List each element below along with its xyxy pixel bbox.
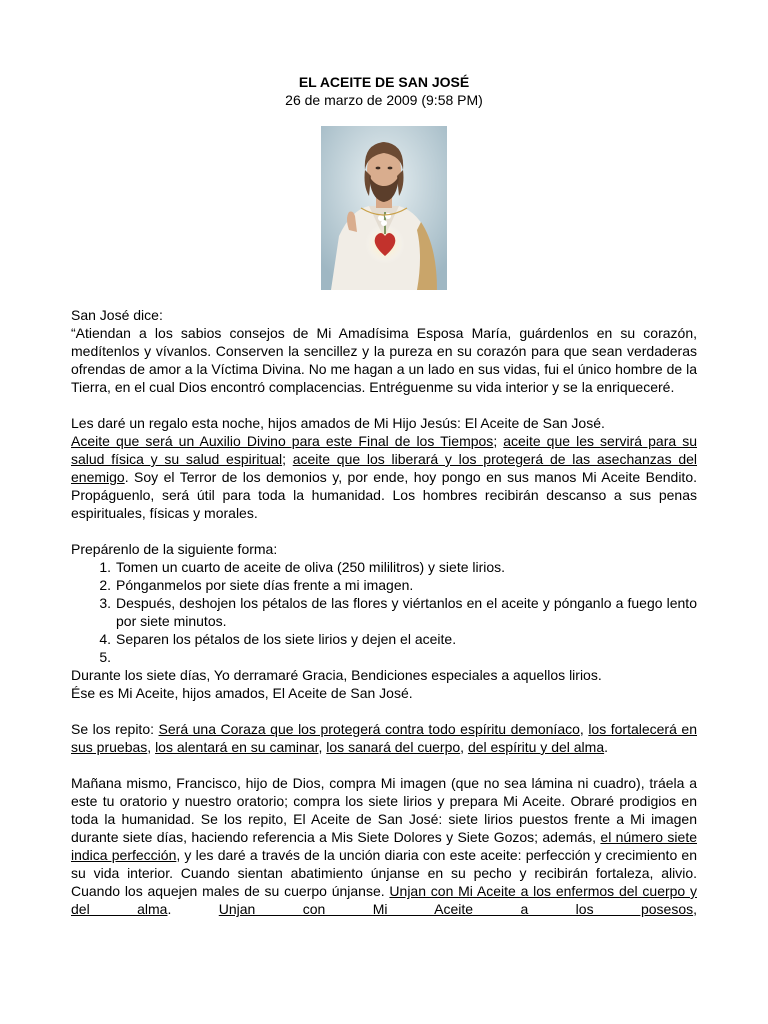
underlined-phrase: del espíritu y del alma [467, 739, 605, 755]
underlined-phrase: los sanará del cuerpo [326, 739, 461, 755]
document-date: 26 de marzo de 2009 (9:58 PM) [285, 92, 483, 108]
document-title: EL ACEITE DE SAN JOSÉ [298, 74, 470, 90]
preparation-after-2: Ése es Mi Aceite, hijos amados, El Aceite de San José. [71, 685, 413, 701]
preparation-after-1: Durante los siete días, Yo derramaré Gracia, Bendiciones especiales a aquellos lirios. [71, 667, 602, 683]
step-item: 2. Pónganmelos por siete días frente a mi imagen. [99, 577, 414, 593]
underlined-phrase: aceite que les servirá para su salud física y su salud espiritual [71, 433, 697, 467]
step-item: 5. [99, 649, 111, 665]
san-jose-illustration [321, 126, 447, 290]
repeat-paragraph: Se los repito: Será una Coraza que los protegerá contra todo espíritu demoníaco, los fortalecerá en sus pruebas, los alentará en su caminar, los sanará del cuerpo, del espíritu y del alma. [71, 721, 697, 755]
underlined-phrase: el número siete indica perfección [71, 829, 697, 863]
gift-paragraph: Aceite que será un Auxilio Divino para este Final de los Tiempos; aceite que les servirá para su salud física y su salud espiritual; aceite que los liberará y los protegerá de las asechanzas del enemigo. Soy el Terror de los demonios y, por ende, hoy pongo en sus manos Mi Aceite Bendito. Propáguenlo, será útil para toda la humanidad. Los hombres recibirán descanso a sus penas espirituales, físicas y morales. [71, 433, 697, 521]
underlined-phrase: Será una Coraza que los protegerá contra todo espíritu demoníaco [158, 721, 580, 737]
underlined-phrase: los alentará en su caminar [155, 739, 319, 755]
speaker-line: San José dice: [71, 307, 163, 323]
underlined-phrase: Unjan con Mi Aceite a los posesos [218, 901, 694, 917]
gift-first-line: Les daré un regalo esta noche, hijos amados de Mi Hijo Jesús: El Aceite de San José. [71, 415, 605, 431]
step-item: 3. Después, deshojen los pétalos de las flores y viértanlos en el aceite y pónganlo a fuego lento por siete minutos. [99, 595, 697, 629]
underlined-phrase: Unjan con Mi Aceite a los enfermos del cuerpo y del alma [71, 883, 697, 917]
document-body [71, 306, 697, 918]
tomorrow-paragraph: Mañana mismo, Francisco, hijo de Dios, compra Mi imagen (que no sea lámina ni cuadro), tráela a este tu oratorio y nuestro oratorio; compra los siete lirios y prepara Mi Aceite. Obraré prodigios en toda la humanidad. Se los repito, El Aceite de San José: siete lirios puestos frente a Mi imagen durante siete días, haciendo referencia a Mis Siete Dolores y Siete Gozos; además, el número siete indica perfección, y les daré a través de la unción diaria con este aceite: perfección y crecimiento en su vida interior. Cuando sientan abatimiento únjanse en su pecho y recibirán fortaleza, alivio. Cuando los aquejen males de su cuerpo únjanse. Unjan con Mi Aceite a los enfermos del cuerpo y del alma. Unjan con Mi Aceite a los posesos, [71, 775, 698, 917]
underlined-phrase: Aceite que será un Auxilio Divino para este Final de los Tiempos [71, 433, 494, 449]
step-item: 1. Tomen un cuarto de aceite de oliva (250 mililitros) y siete lirios. [99, 559, 506, 575]
step-item: 4. Separen los pétalos de los siete lirios y dejen el aceite. [99, 631, 457, 647]
preparation-heading: Prepárenlo de la siguiente forma: [71, 541, 278, 557]
underlined-phrase: los fortalecerá en sus pruebas [71, 721, 697, 755]
preparation-steps [71, 558, 697, 666]
underlined-phrase: aceite que los liberará y los protegerá de las asechanzas del enemigo [71, 451, 697, 485]
san-jose-image [321, 126, 447, 290]
intro-paragraph: “Atiendan a los sabios consejos de Mi Amadísima Esposa María, guárdenlos en su corazón, medítenlos y vívanlos. Conserven la sencillez y la pureza en su corazón para que sean verdaderas ofrendas de amor a la Víctima Divina. No me hagan a un lado en sus vidas, fui el único hombre de la Tierra, en el cual Dios encontró complacencias. Entréguenme su vida interior y se la enriqueceré. [71, 325, 697, 395]
